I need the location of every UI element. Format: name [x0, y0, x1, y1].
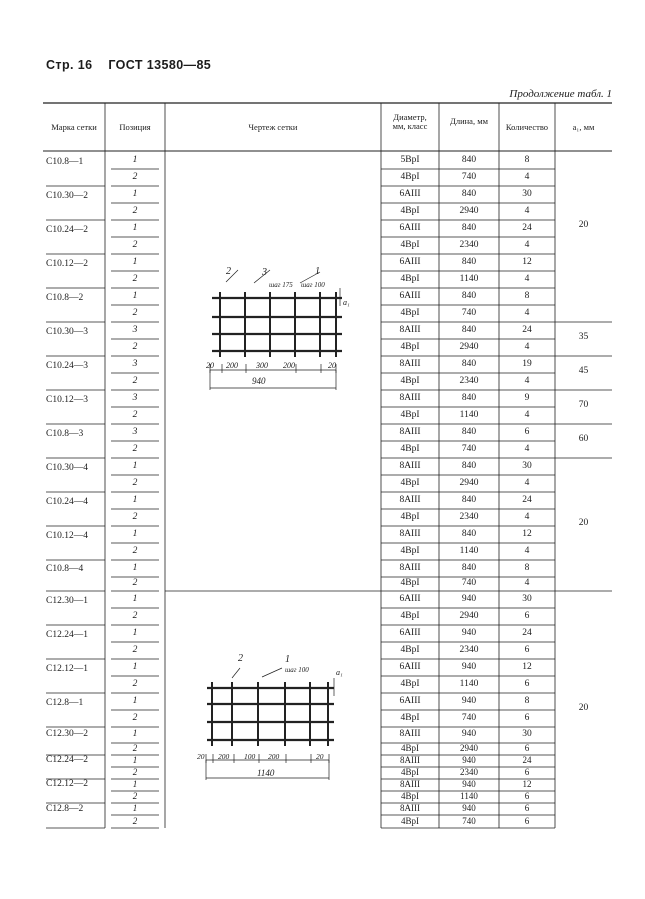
diameter-class: 4BpI: [400, 341, 420, 352]
diameter-class: 6AIII: [399, 290, 421, 301]
bar-quantity: 24: [522, 494, 532, 505]
position-number: 1: [132, 494, 138, 505]
bar-quantity: 6: [524, 678, 530, 689]
bar-length: 840: [461, 358, 477, 369]
spacing-note: шаг 100: [285, 666, 309, 674]
position-number: 2: [132, 712, 138, 723]
bar-length: 840: [461, 324, 477, 335]
position-number: 2: [132, 341, 138, 352]
a1-value: 45: [578, 366, 589, 376]
mesh-mark: С10.24—4: [46, 497, 88, 507]
bar-length: 740: [461, 443, 477, 454]
leader-line: [262, 668, 282, 677]
diameter-class: 4BpI: [400, 644, 420, 655]
bar-quantity: 12: [522, 256, 532, 267]
bar-length: 2340: [459, 644, 479, 655]
bar-length: 940: [461, 661, 477, 672]
bar-length: 840: [461, 494, 477, 505]
column-header: Чертеж сетки: [248, 122, 298, 132]
diameter-class: 4BpI: [400, 171, 420, 182]
bar-length: 1140: [459, 273, 479, 284]
position-number: 3: [132, 324, 138, 335]
position-number: 1: [132, 290, 138, 301]
a1-label: a₁: [343, 298, 350, 307]
a1-value: 20: [578, 220, 589, 230]
diameter-class: 6AIII: [399, 661, 421, 672]
dimension-value: 20: [206, 361, 214, 370]
position-number: 2: [132, 678, 138, 689]
bar-length: 2340: [459, 375, 479, 386]
mesh-mark: С12.24—2: [46, 755, 88, 765]
bar-quantity: 9: [524, 392, 530, 403]
bar-quantity: 6: [524, 426, 530, 437]
column-header: Количество: [505, 122, 549, 132]
diameter-class: 4BpI: [400, 610, 420, 621]
diameter-class: 6AIII: [399, 593, 421, 604]
position-number: 1: [132, 154, 138, 165]
spacing-note: шаг 100: [301, 281, 325, 289]
position-number: 2: [132, 610, 138, 621]
position-number: 2: [132, 273, 138, 284]
page-number: Стр. 16: [46, 58, 93, 72]
bar-length: 940: [461, 695, 477, 706]
position-number: 2: [132, 545, 138, 556]
dimension-value: 20: [316, 752, 324, 761]
position-number: 2: [132, 815, 138, 826]
bar-quantity: 12: [522, 661, 532, 672]
column-header: Марка сетки: [51, 122, 97, 132]
bar-length: 840: [461, 222, 477, 233]
bar-quantity: 24: [522, 755, 532, 765]
diameter-class: 4BpI: [400, 678, 420, 689]
position-number: 1: [132, 528, 138, 539]
dimension-value: 20: [197, 752, 205, 761]
diameter-class: 4BpI: [400, 477, 420, 488]
diameter-class: 8AIII: [399, 562, 421, 573]
mesh-mark: С10.12—4: [46, 531, 88, 541]
diameter-class: 8AIII: [399, 528, 421, 539]
dimension-value: 20: [328, 361, 336, 370]
mesh-mark: С10.24—2: [46, 225, 88, 235]
diameter-class: 4BpI: [400, 307, 420, 318]
bar-length: 940: [462, 803, 476, 813]
bar-quantity: 4: [524, 511, 530, 522]
bar-length: 940: [462, 779, 476, 789]
dimension-value: 200: [226, 361, 238, 370]
bar-length: 740: [462, 815, 476, 826]
bar-quantity: 30: [522, 460, 532, 471]
bar-length: 2940: [460, 743, 478, 753]
position-number: 1: [132, 695, 138, 706]
mesh-mark: С10.30—4: [46, 463, 88, 473]
bar-quantity: 4: [524, 171, 530, 182]
position-number: 2: [132, 409, 138, 420]
bar-length: 840: [461, 562, 477, 573]
position-number: 2: [132, 307, 138, 318]
bar-quantity: 4: [524, 273, 530, 284]
diameter-class: 4BpI: [400, 545, 420, 556]
position-number: 1: [132, 593, 138, 604]
diameter-class: 8AIII: [399, 392, 421, 403]
bar-quantity: 4: [524, 205, 530, 216]
position-number: 1: [132, 256, 138, 267]
diameter-class: 8AIII: [400, 755, 420, 765]
mesh-mark: С12.8—1: [46, 698, 84, 708]
bar-quantity: 12: [522, 779, 532, 789]
position-number: 1: [132, 562, 138, 573]
position-number: 1: [132, 661, 138, 672]
diameter-class: 8AIII: [400, 779, 420, 789]
bar-length: 1140: [459, 409, 479, 420]
a1-value: 20: [578, 517, 589, 528]
bar-length: 740: [461, 171, 477, 182]
bar-length: 840: [461, 188, 477, 199]
position-number: 3: [132, 392, 138, 403]
mesh-mark: С12.30—2: [46, 729, 88, 739]
bar-length: 940: [461, 729, 477, 739]
bar-quantity: 4: [524, 545, 530, 556]
position-number: 2: [132, 644, 138, 655]
mesh-mark: С10.24—3: [46, 361, 88, 371]
position-number: 2: [132, 171, 138, 182]
diameter-class: 6AIII: [399, 256, 421, 267]
bar-length: 940: [461, 593, 477, 604]
mesh-mark: С10.8—1: [46, 157, 84, 167]
bar-length: 840: [461, 290, 477, 301]
bar-length: 940: [462, 755, 476, 765]
diameter-class: 6AIII: [399, 695, 421, 706]
diameter-class: 8AIII: [399, 358, 421, 369]
bar-quantity: 4: [524, 307, 530, 318]
position-number: 1: [132, 222, 138, 233]
leader-line: [232, 668, 240, 678]
mesh-mark: С10.30—3: [46, 327, 88, 337]
bar-length: 840: [461, 154, 477, 165]
bar-length: 740: [461, 712, 477, 723]
standard-number: ГОСТ 13580—85: [108, 58, 212, 72]
diameter-class: 6AIII: [399, 627, 421, 638]
bar-length: 940: [461, 627, 477, 638]
bar-quantity: 6: [524, 610, 530, 621]
position-number: 1: [132, 779, 138, 789]
diameter-class: 5BpI: [400, 154, 420, 165]
diameter-class: 6AIII: [399, 222, 421, 233]
a1-value: 70: [578, 400, 589, 410]
bar-quantity: 24: [522, 222, 532, 233]
position-number: 3: [132, 426, 138, 437]
bar-length: 2340: [459, 511, 479, 522]
diameter-class: 4BpI: [400, 712, 420, 723]
mesh-position-label: 3: [262, 267, 267, 278]
bar-length: 2340: [460, 767, 478, 777]
position-number: 2: [132, 767, 138, 777]
bar-quantity: 8: [524, 562, 530, 573]
mesh-mark: С10.8—2: [46, 293, 84, 303]
position-number: 1: [132, 627, 138, 638]
bar-quantity: 4: [524, 443, 530, 454]
bar-quantity: 6: [524, 791, 530, 801]
diameter-class: 8AIII: [399, 460, 421, 471]
mesh-position-label: 2: [226, 266, 231, 277]
diameter-class: 8AIII: [400, 803, 420, 813]
bar-length: 2340: [459, 239, 479, 250]
mesh-mark: С10.12—3: [46, 395, 88, 405]
diameter-class: 4BpI: [401, 743, 419, 753]
diameter-class: 4BpI: [400, 443, 420, 454]
total-dimension: 1140: [257, 768, 275, 778]
bar-length: 840: [461, 392, 477, 403]
bar-quantity: 4: [524, 341, 530, 352]
mesh-position-label: 2: [238, 653, 243, 664]
mesh-mark: С12.12—1: [46, 664, 88, 674]
bar-quantity: 6: [524, 767, 530, 777]
diameter-class: 8AIII: [399, 494, 421, 505]
mesh-position-label: 1: [315, 266, 320, 277]
diameter-class: 4BpI: [400, 409, 420, 420]
bar-quantity: 8: [524, 290, 530, 301]
bar-length: 2940: [459, 341, 479, 352]
diameter-class: 4BpI: [400, 578, 420, 588]
diameter-class: 4BpI: [401, 815, 419, 826]
a1-value: 20: [578, 702, 589, 713]
bar-quantity: 24: [522, 324, 532, 335]
position-number: 2: [132, 205, 138, 216]
bar-length: 840: [461, 426, 477, 437]
position-number: 2: [132, 443, 138, 454]
bar-length: 840: [461, 528, 477, 539]
position-number: 1: [132, 188, 138, 199]
position-number: 1: [132, 755, 138, 765]
diameter-class: 4BpI: [400, 239, 420, 250]
dimension-value: 300: [256, 361, 268, 370]
total-dimension: 940: [252, 376, 266, 386]
diameter-class: 4BpI: [400, 375, 420, 386]
bar-quantity: 6: [524, 712, 530, 723]
bar-length: 1140: [460, 791, 478, 801]
column-header: Диаметр, мм, класс: [392, 112, 428, 131]
bar-quantity: 8: [524, 695, 530, 706]
bar-quantity: 4: [524, 375, 530, 386]
mesh-mark: С12.30—1: [46, 596, 88, 606]
diameter-class: 4BpI: [400, 273, 420, 284]
mesh-mark: С10.12—2: [46, 259, 88, 269]
position-number: 2: [132, 511, 138, 522]
bar-length: 2940: [459, 477, 479, 488]
bar-quantity: 6: [524, 743, 530, 753]
position-number: 1: [132, 729, 138, 739]
diameter-class: 4BpI: [400, 205, 420, 216]
column-header: a₁, мм: [572, 122, 595, 132]
bar-quantity: 12: [522, 528, 532, 539]
diameter-class: 6AIII: [399, 188, 421, 199]
column-header: Длина, мм: [450, 116, 488, 126]
position-number: 2: [132, 578, 138, 588]
bar-length: 1140: [459, 678, 479, 689]
a1-value: 60: [578, 434, 589, 444]
diameter-class: 8AIII: [399, 729, 421, 739]
bar-length: 2940: [459, 610, 479, 621]
bar-length: 840: [461, 460, 477, 471]
mesh-mark: С10.30—2: [46, 191, 88, 201]
bar-length: 740: [461, 578, 477, 588]
bar-quantity: 8: [524, 154, 530, 165]
position-number: 2: [132, 791, 138, 801]
dimension-value: 200: [268, 752, 280, 761]
dimension-value: 200: [283, 361, 295, 370]
bar-length: 1140: [459, 545, 479, 556]
diameter-class: 4BpI: [401, 767, 419, 777]
position-number: 2: [132, 743, 138, 753]
mesh-drawing-c12: [206, 668, 334, 780]
bar-quantity: 6: [524, 644, 530, 655]
mesh-mark: С12.12—2: [46, 779, 88, 789]
bar-quantity: 30: [522, 729, 532, 739]
table-continuation-note: Продолжение табл. 1: [509, 88, 612, 100]
diameter-class: 8AIII: [399, 426, 421, 437]
mesh-mark: С12.8—2: [46, 803, 84, 814]
bar-quantity: 24: [522, 627, 532, 638]
bar-quantity: 30: [522, 593, 532, 604]
spacing-note: шаг 175: [269, 281, 293, 289]
bar-quantity: 6: [524, 815, 530, 826]
position-number: 2: [132, 239, 138, 250]
dimension-value: 200: [218, 752, 230, 761]
bar-length: 740: [461, 307, 477, 318]
a1-value: 35: [578, 332, 589, 342]
mesh-mark: С10.8—3: [46, 429, 84, 439]
diameter-class: 8AIII: [399, 324, 421, 335]
bar-quantity: 4: [524, 578, 530, 588]
bar-quantity: 30: [522, 188, 532, 199]
position-number: 1: [132, 460, 138, 471]
diameter-class: 4BpI: [401, 791, 419, 801]
mesh-mark: С12.24—1: [46, 630, 88, 640]
bar-quantity: 4: [524, 409, 530, 420]
bar-quantity: 4: [524, 477, 530, 488]
a1-label: a₁: [336, 668, 343, 677]
bar-quantity: 6: [524, 803, 530, 813]
mesh-mark: С10.8—4: [46, 563, 84, 574]
position-number: 1: [132, 803, 138, 813]
diameter-class: 4BpI: [400, 511, 420, 522]
bar-quantity: 19: [522, 358, 532, 369]
position-number: 3: [132, 358, 138, 369]
bar-quantity: 4: [524, 239, 530, 250]
mesh-position-label: 1: [285, 654, 290, 665]
bar-length: 840: [461, 256, 477, 267]
bar-length: 2940: [459, 205, 479, 216]
position-number: 2: [132, 477, 138, 488]
dimension-value: 100: [244, 752, 256, 761]
column-header: Позиция: [119, 122, 151, 132]
position-number: 2: [132, 375, 138, 386]
